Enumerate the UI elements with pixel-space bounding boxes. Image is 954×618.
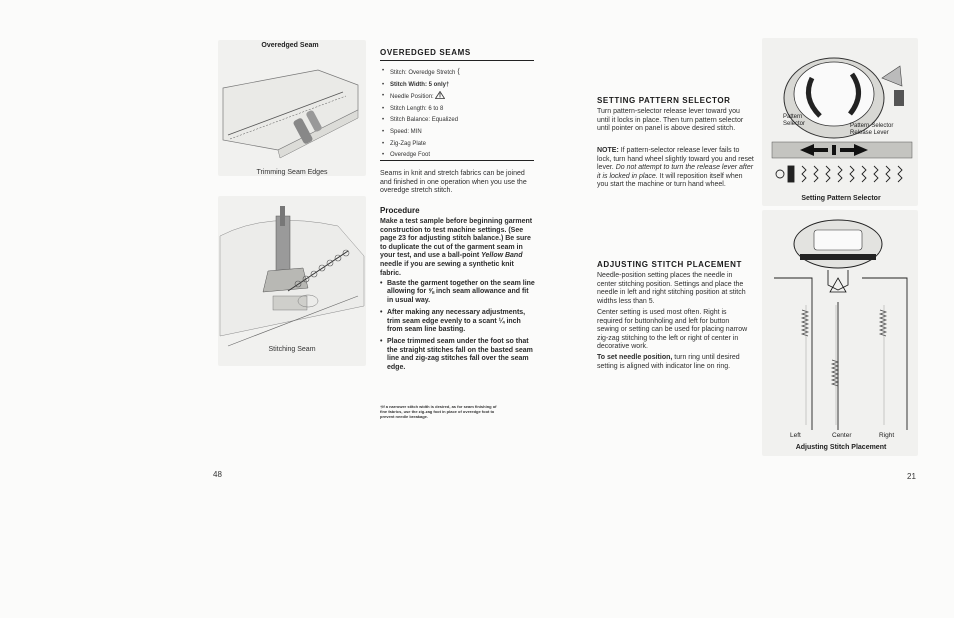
caption-setting-pattern-selector: Setting Pattern Selector [801,195,881,202]
presser-foot-drawing [218,196,366,366]
heading-overedged-seams: OVEREDGED SEAMS [380,48,471,57]
settings-list [382,66,534,162]
page-number-21: 21 [907,472,916,481]
note-label: NOTE: [597,147,619,154]
note-body-italic: Do not attempt to turn the release lever after it is locked in place. [597,164,754,180]
setting-width-text: Stitch Width: 5 only† [390,81,450,88]
heading-adjusting-stitch-placement: ADJUSTING STITCH PLACEMENT [597,260,742,269]
procedure-intro-b: needle if you are sewing a synthetic knit fabric. [380,260,514,277]
setting-plate [382,139,534,151]
intro-paragraph: Seams in knit and stretch fabrics can be joined and finished in one operation when you use the overedge stretch stitch. [380,170,527,195]
setting-balance [382,115,534,127]
procedure-step: • Baste the garment together on the seam line allowing for ⅝ inch seam allowance and fit in usual way. [380,280,535,305]
label-pattern-selector: Pattern Selector [783,114,806,127]
heading-setting-pattern-selector: SETTING PATTERN SELECTOR [597,96,731,105]
setting-stitch-text: Stitch: Overedge Stretch [390,70,456,76]
setting-speed [382,127,534,139]
caption-adjusting-stitch-placement: Adjusting Stitch Placement [795,444,887,451]
label-center: Center [832,432,852,439]
page-number-48: 48 [213,470,222,479]
setting-balance-text: Stitch Balance: Equalized [390,117,459,124]
setting-needle-text: Needle Position: [390,94,434,101]
placement-paragraph-2: Center setting is used most often. Right is required for buttonholing and left for button sewing or setting can be used for placing narrow zig-zag stitching to the left or right of center in decorative work. [597,309,748,351]
footnote: †If a narrower stitch width is desired, as for seam finishing of fine fabrics, use the zig-zag foot in place of overedge foot to prevent needle breakage. [380,404,497,419]
stitch-placement-figure [762,210,918,456]
label-right: Right [879,432,895,439]
label-left: Left [790,432,801,439]
settings-rule-bottom [380,160,534,161]
placement-p3-bold: To set needle position, [597,354,673,361]
selector-note [597,147,755,190]
heading-rule-top [380,60,534,61]
note-body-b: It will reposition itself when you start the machine or turn hand wheel. [597,172,743,189]
stitching-seam-figure [218,196,366,366]
label-release-lever: Pattern-Selector Release Lever [850,123,894,136]
procedure-heading: Procedure [380,206,420,215]
setting-needle [382,91,534,104]
setting-stitch [382,66,534,80]
procedure-intro-italic: Yellow Band [481,252,523,260]
placement-paragraph-3 [597,354,753,371]
caption-stitching-seam: Stitching Seam [268,346,316,353]
procedure-intro [380,218,534,278]
setting-length [382,104,534,116]
procedure-step: • After making any necessary adjustments, trim seam edge evenly to a scant ¼ inch from seam line basting. [380,309,535,334]
overedged-seam-figure [218,40,366,176]
setting-foot-text: Overedge Foot [390,152,431,159]
procedure-intro-a: Make a test sample before beginning garment construction to test machine settings. (See page 23 for adjusting stitch balance.) Be sure to duplicate the cut of the garment seam in your test, and use a ball-point [380,218,533,260]
caption-trimming-seam-edges: Trimming Seam Edges [256,169,328,176]
placement-paragraph-1: Needle-position setting places the needle in center stitching position. Settings and place the needle in left and right stitching position at stitch widths less than 5. [597,272,746,305]
setting-length-text: Stitch Length: 6 to 8 [390,105,444,112]
fabric-trimming-drawing [218,40,366,176]
overedge-stretch-icon: ⟨ [457,67,461,76]
selector-paragraph: Turn pattern-selector release lever toward you until it locks in place. Then turn pattern selector until pointer on panel is above desired stitch. [597,108,744,133]
stitch-placement-drawing [762,210,918,456]
center-needle-icon [435,91,445,99]
setting-width [382,80,534,92]
setting-plate-text: Zig-Zag Plate [390,140,427,147]
note-body-a: If pattern-selector release lever fails to lock, turn hand wheel slightly toward you and reset lever. [597,147,754,172]
figure-title-overedged-seam: Overedged Seam [261,42,319,49]
setting-speed-text: Speed: MIN [390,128,422,135]
procedure-step: • Place trimmed seam under the foot so that the straight stitches fall on the basted seam line and zig-zag stitches fall over the seam edge. [380,338,535,372]
placement-p3-text: turn ring until desired setting is aligned with indicator line on ring. [597,354,740,370]
procedure-steps [380,280,535,376]
